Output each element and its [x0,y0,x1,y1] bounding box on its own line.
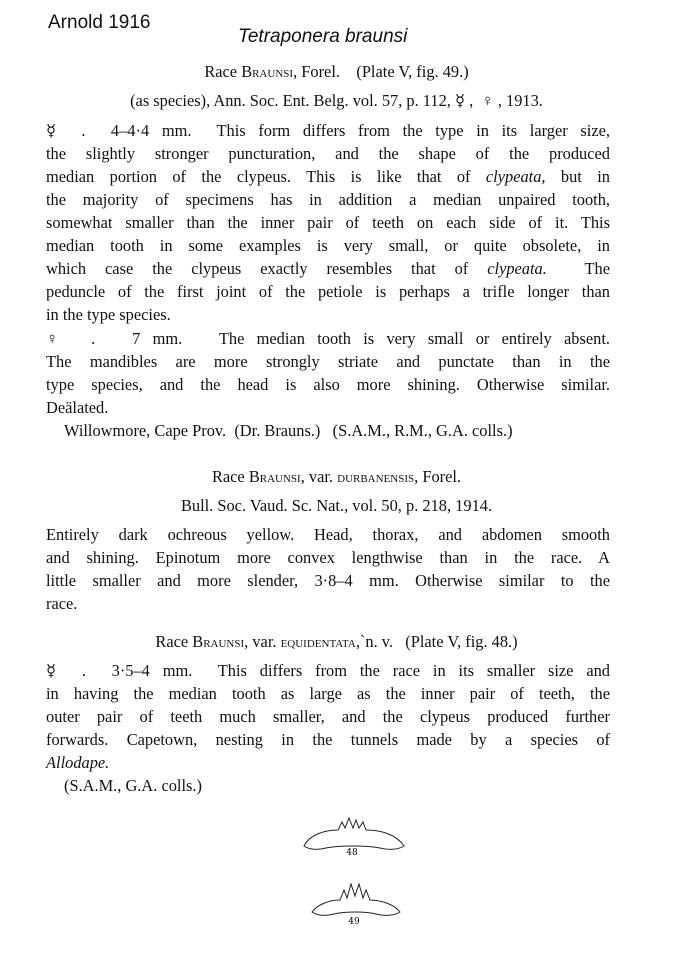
worker-line-6: median tooth in some examples is very small, or quite obsolete, in [46,236,610,255]
section1-heading-rest: , Forel. (Plate V, fig. 49.) [293,62,469,81]
female-symbol-icon: ♀ [481,91,494,110]
section3-line-3: outer pair of teeth much smaller, and the clypeus produced further [46,707,610,726]
female-line-2: The mandibles are more strongly striate and punctate than in the [46,352,610,371]
section1-heading-race: Braunsi [241,62,294,81]
worker-line-9: in the type species. [46,305,171,324]
figure-48-label: 48 [346,848,358,856]
section1-reference: (as species), Ann. Soc. Ent. Belg. vol. 57, p. 112, ☿ , ♀ , 1913. [130,91,543,110]
section3-line-1: ☿ . 3·5–4 mm. This differs from the race in its smaller size and [46,661,610,680]
section3-line-2: in having the median tooth as large as the inner pair of teeth, the [46,684,610,703]
worker-line-2: the slightly stronger puncturation, and the shape of the produced [46,144,610,163]
section1-ref-a: (as species), Ann. Soc. Ent. Belg. vol. 57, p. 112, [130,91,455,110]
header-author-year: Arnold 1916 [48,12,151,33]
section3-line-5: Allodape. [46,753,110,772]
section3-line-6: (S.A.M., G.A. colls.) [64,776,202,795]
worker-line-7: which case the clypeus exactly resembles that of clypeata. The [46,259,610,278]
figure-48-clypeus-drawing [300,812,408,856]
female-symbol-icon: ♀ [46,329,67,348]
section2-line-3: little smaller and more slender, 3·8–4 mm. Otherwise similar to the [46,571,610,590]
female-line-1: ♀ . 7 mm. The median tooth is very small or entirely absent. [46,329,610,348]
worker-line-5: somewhat smaller than the inner pair of teeth on each side of it. This [46,213,610,232]
section2-line-1: Entirely dark ochreous yellow. Head, thorax, and abdomen smooth [46,525,610,544]
worker-symbol-icon: ☿ [454,91,466,110]
section3-heading: Race Braunsi, var. equidentata,`n. v. (Plate V, fig. 48.) [155,632,518,651]
section1-heading-prefix: Race [204,62,242,81]
section2-line-4: race. [46,594,78,613]
worker-line-8: peduncle of the first joint of the petiole is perhaps a trifle longer than [46,282,610,301]
female-line-4: Deälated. [46,398,109,417]
worker-symbol-icon: ☿ [46,661,57,680]
worker-line-1: ☿ . 4–4·4 mm. This form differs from the type in its larger size, [46,121,610,140]
female-line-3: type species, and the head is also more shining. Otherwise similar. [46,375,610,394]
section1-locality: Willowmore, Cape Prov. (Dr. Brauns.) (S.A.M., R.M., G.A. colls.) [64,421,513,440]
section2-reference: Bull. Soc. Vaud. Sc. Nat., vol. 50, p. 218, 1914. [180,496,493,515]
worker-symbol-icon: ☿ [46,121,57,140]
figure-49-label: 49 [348,917,360,926]
section2-heading: Race Braunsi, var. durbanensis, Forel. [211,467,462,486]
section3-line-4: forwards. Capetown, nesting in the tunnels made by a species of [46,730,610,749]
worker-line-4: the majority of specimens has in addition a median unpaired tooth, [46,190,610,209]
section1-heading [0,60,673,83]
worker-line-3: median portion of the clypeus. This is like that of clypeata, but in [46,167,611,186]
section2-line-2: and shining. Epinotum more convex lengthwise than in the race. A [46,548,610,567]
figure-49-clypeus-drawing [308,880,404,926]
header-species-name: Tetraponera braunsi [238,26,408,47]
